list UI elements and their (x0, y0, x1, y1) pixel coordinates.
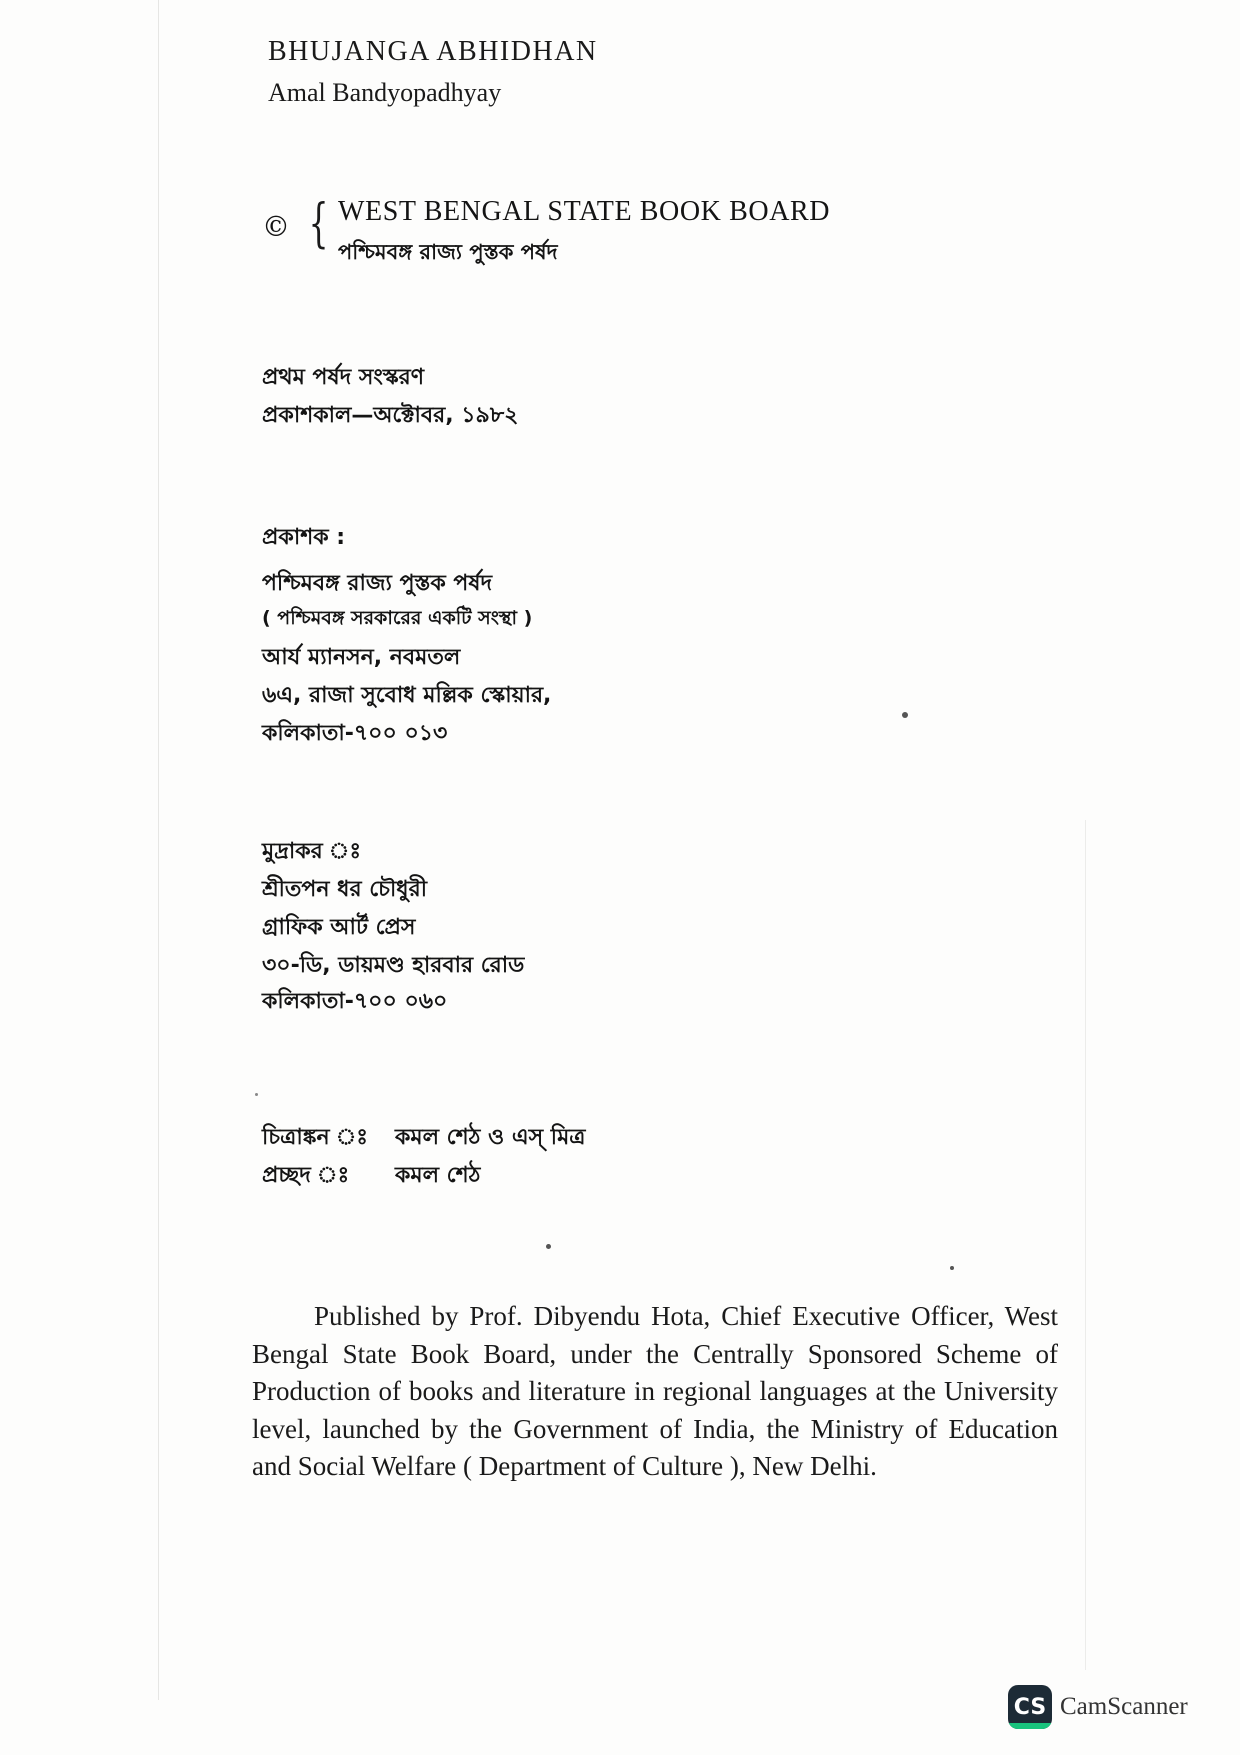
publisher-building: আর্য ম্যানসন, নবমতল (262, 645, 461, 670)
copyright-holder-english: WEST BENGAL STATE BOOK BOARD (338, 196, 831, 227)
paper-speck (902, 712, 908, 718)
printer-street: ৩০-ডি, ডায়মণ্ড হারবার রোড (262, 953, 525, 978)
printer-name: শ্রীতপন ধর চৌধুরী (262, 877, 428, 902)
illustration-label: চিত্রাঙ্কন ঃ (262, 1125, 369, 1150)
book-title: BHUJANGA ABHIDHAN (268, 36, 598, 67)
paper-speck (546, 1244, 551, 1249)
publication-statement: Published by Prof. Dibyendu Hota, Chief Executive Officer, West Bengal State Book Board, under the Centrally Sponsored Scheme of Production of books and literature in regional languages at the University level, launched by the Government of India, the Ministry of Education and Social Welfare ( Department of Culture ), New Delhi. (252, 1301, 1058, 1481)
page-edge-shadow (158, 0, 159, 1700)
camscanner-watermark (1008, 1685, 1188, 1729)
brace-icon: { (308, 194, 329, 254)
printer-press: গ্রাফিক আর্ট প্রেস (262, 915, 416, 940)
publisher-name: পশ্চিমবঙ্গ রাজ্য পুস্তক পর্ষদ (262, 571, 493, 596)
publisher-heading: প্রকাশক : (262, 525, 346, 550)
camscanner-label: CamScanner (1060, 1693, 1188, 1720)
cover-label: প্রচ্ছদ ঃ (262, 1163, 350, 1188)
cover-credit: কমল শেঠ (395, 1163, 481, 1188)
illustration-credit: কমল শেঠ ও এস্‌ মিত্র (395, 1125, 586, 1150)
camscanner-logo-icon: CS (1008, 1685, 1052, 1729)
paper-speck (950, 1266, 954, 1270)
publisher-street: ৬এ, রাজা সুবোধ মল্লিক স্কোয়ার, (262, 683, 552, 708)
publication-date: প্রকাশকাল—অক্টোবর, ১৯৮২ (262, 403, 519, 428)
publisher-city: কলিকাতা-৭০০ ০১৩ (262, 721, 448, 746)
copyright-holder-bengali: পশ্চিমবঙ্গ রাজ্য পুস্তক পর্ষদ (338, 240, 558, 264)
publisher-note: ( পশ্চিমবঙ্গ সরকারের একটি সংস্থা ) (262, 607, 533, 629)
printer-heading: মুদ্রাকর ঃ (262, 839, 362, 864)
page-fold-line (1085, 820, 1086, 1670)
printer-city: কলিকাতা-৭০০ ০৬০ (262, 989, 448, 1014)
paper-speck (255, 1093, 258, 1096)
copyright-icon: © (262, 210, 290, 243)
book-author: Amal Bandyopadhyay (268, 78, 502, 107)
edition-line: প্রথম পর্ষদ সংস্করণ (262, 365, 425, 390)
